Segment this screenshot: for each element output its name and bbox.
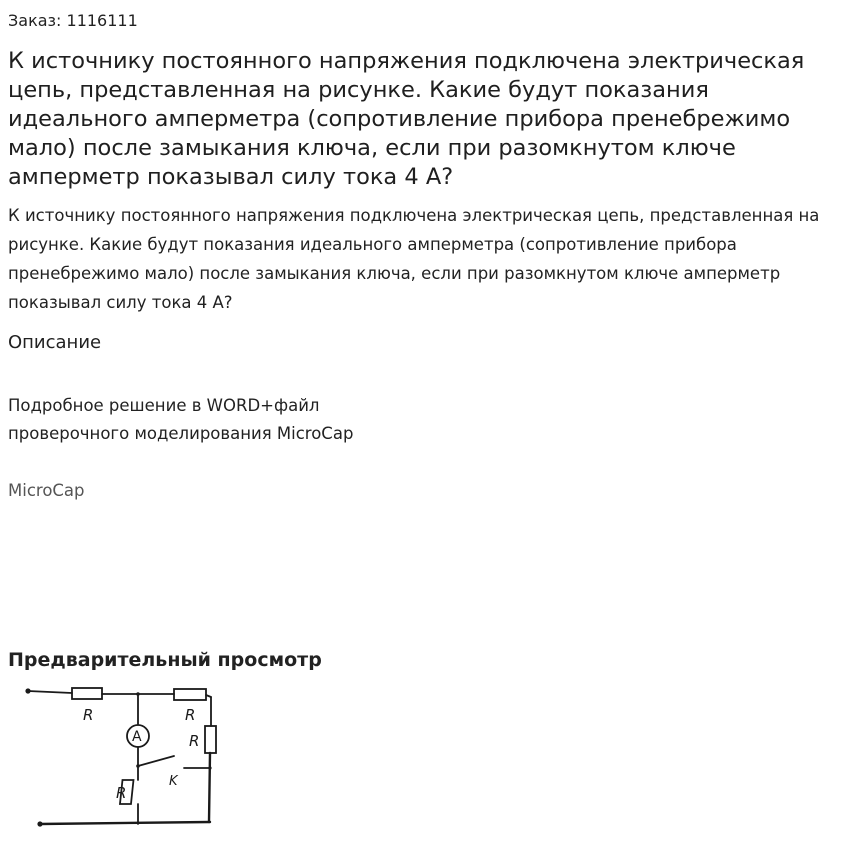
solution-details bbox=[8, 392, 353, 448]
junction-dot-right bbox=[208, 766, 211, 769]
junction-dot-key bbox=[136, 764, 140, 768]
junction-dot-top bbox=[136, 692, 140, 696]
bottom-wire bbox=[40, 822, 210, 824]
label-ammeter: A bbox=[132, 729, 142, 745]
page-title: К источнику постоянного напряжения подключена электрическая цепь, представленная на рисунке. Какие будут показания идеального амперметра (сопротивление прибора пренебрежимо мало) после замыкания ключа, если при разомкнутом ключе амперметр показывал силу тока 4 А? bbox=[8, 48, 805, 190]
resistor-right bbox=[205, 726, 216, 753]
label-r-top-right: R bbox=[185, 706, 196, 724]
label-r-top-left: R bbox=[83, 706, 94, 724]
resistor-top-right bbox=[174, 689, 206, 700]
label-r-right: R bbox=[189, 732, 200, 750]
circuit-preview-image bbox=[14, 680, 224, 830]
input-terminal-bottom bbox=[37, 821, 42, 826]
resistor-top-left bbox=[72, 688, 102, 699]
circuit-diagram bbox=[14, 680, 224, 830]
software-tag: MicroCap bbox=[8, 481, 85, 500]
input-wire-top bbox=[28, 691, 72, 693]
right-wire-lower bbox=[209, 753, 210, 822]
order-number: Заказ: 1116111 bbox=[8, 11, 138, 30]
problem-description: К источнику постоянного напряжения подключена электрическая цепь, представленная на рисунке. Какие будут показания идеального амперметра (сопротивление прибора пренебрежимо мало) после замыкания ключа, если при разомкнутом ключе амперметр показывал силу тока 4 А? bbox=[8, 206, 820, 312]
description-heading: Описание bbox=[8, 332, 102, 353]
solution-details-line-1: Подробное решение в WORD+файл bbox=[8, 396, 320, 415]
label-key: K bbox=[169, 774, 178, 789]
input-terminal-top bbox=[25, 688, 30, 693]
preview-heading: Предварительный просмотр bbox=[8, 649, 322, 671]
key-switch bbox=[138, 756, 174, 766]
solution-details-line-2: проверочного моделирования MicroCap bbox=[8, 424, 354, 443]
label-r-bottom-left: R bbox=[116, 784, 127, 802]
